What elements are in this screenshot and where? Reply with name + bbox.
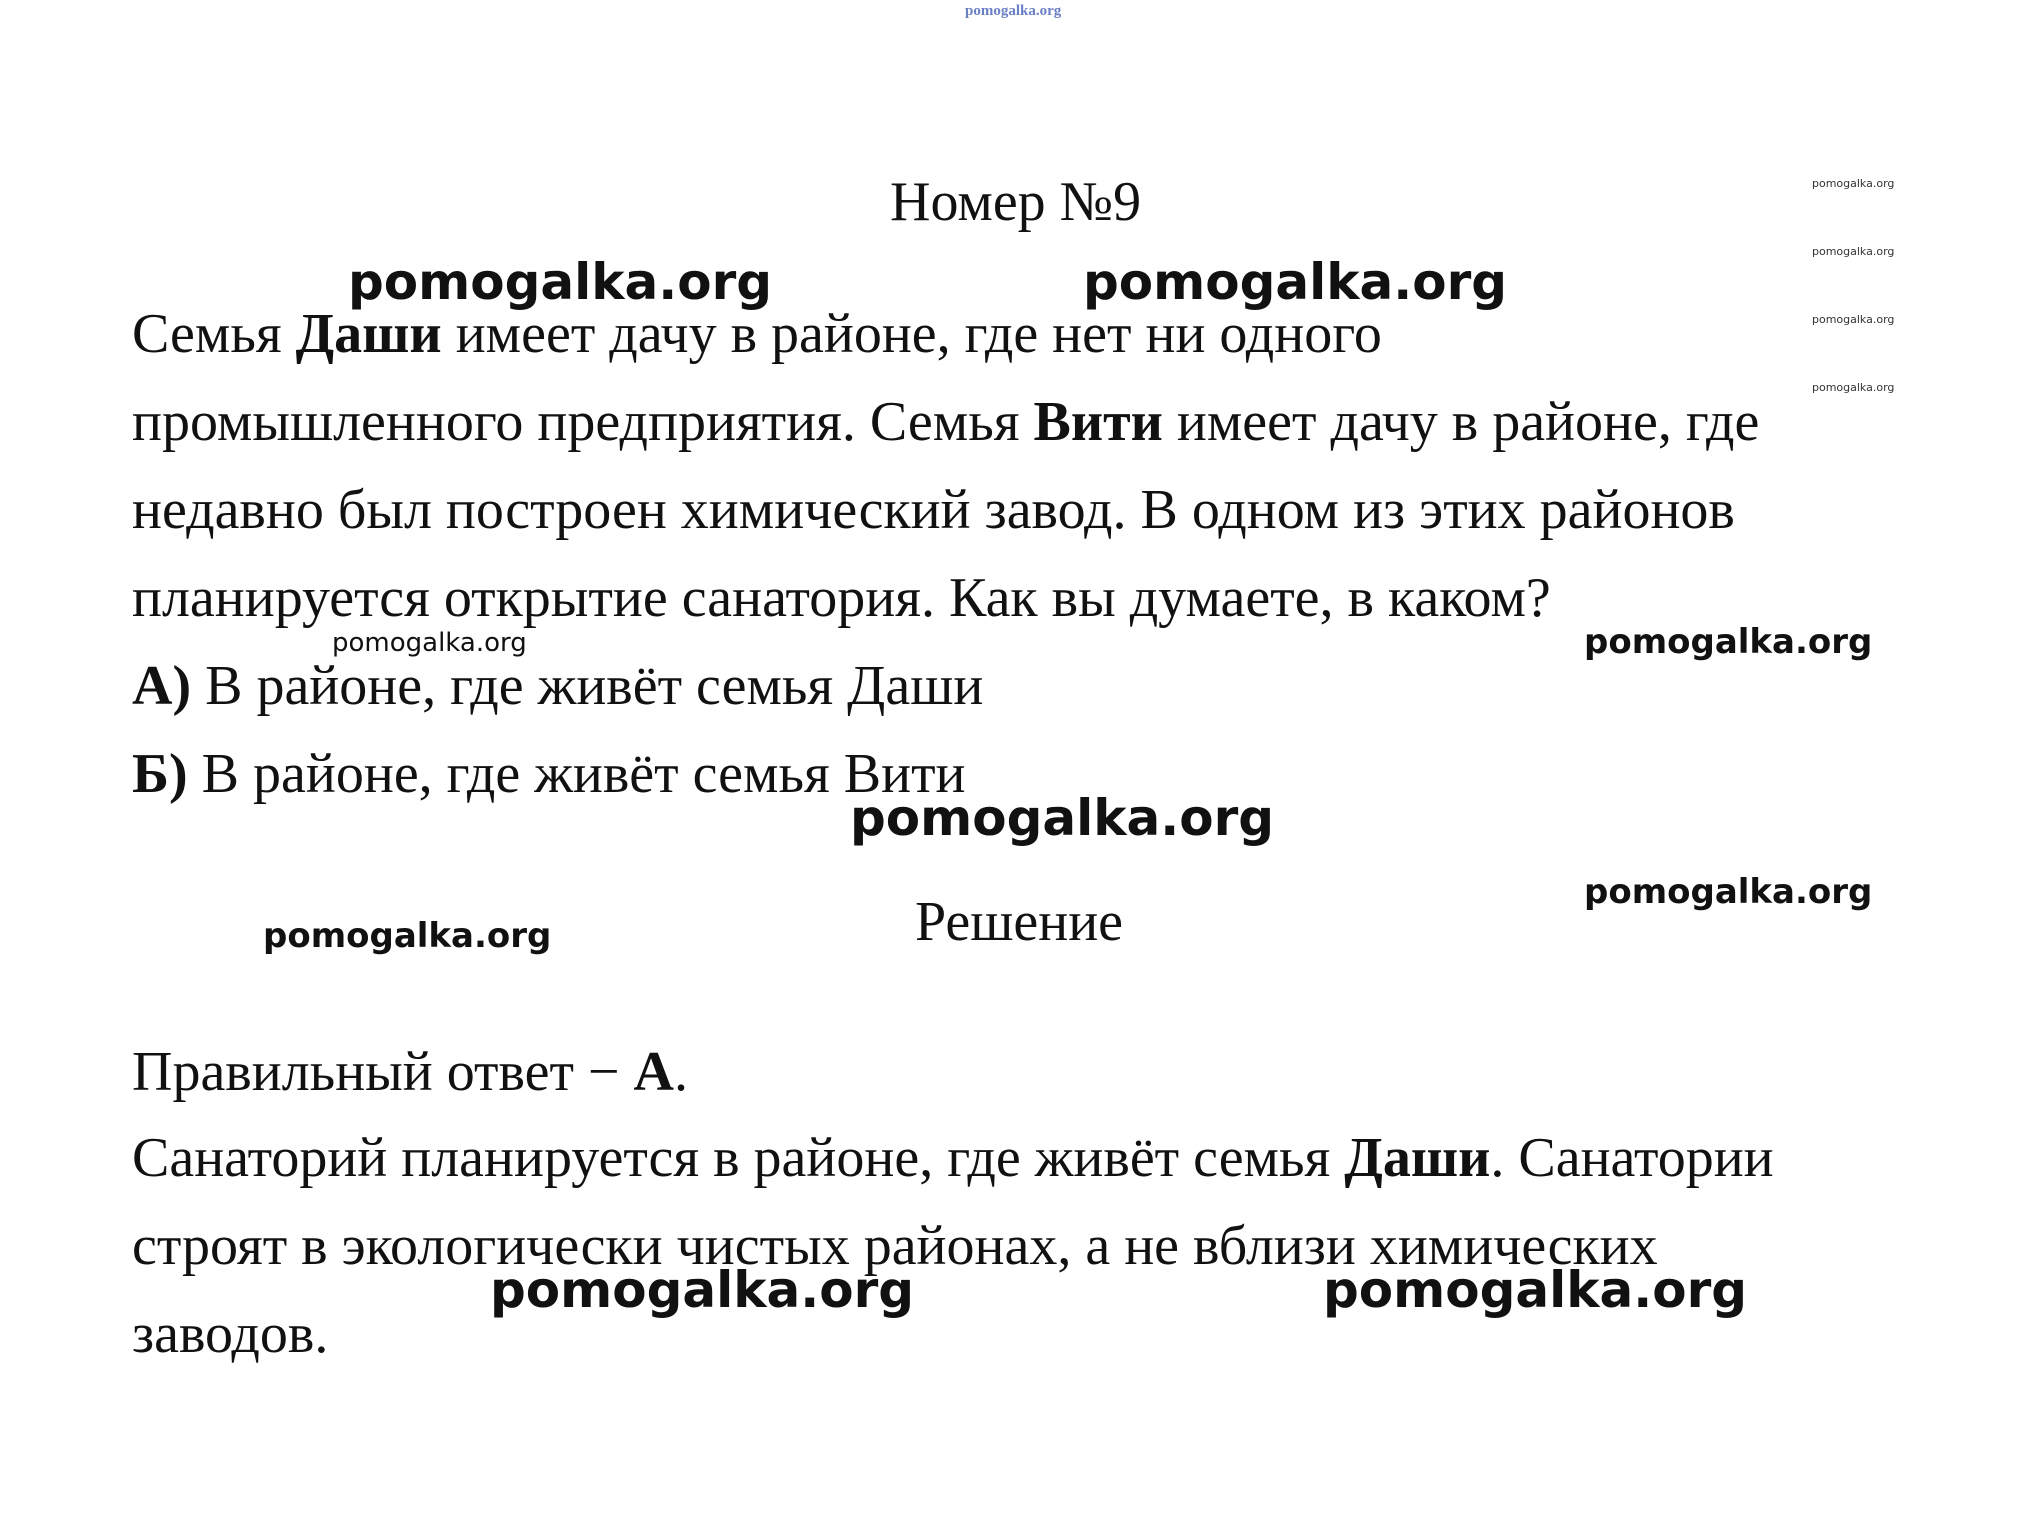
watermark: pomogalka.org: [1812, 177, 1895, 190]
page-title: Номер №9: [890, 171, 1142, 233]
watermark: pomogalka.org: [1812, 313, 1895, 326]
question-line-4: планируется открытие санатория. Как вы думаете, в каком?: [132, 567, 1551, 629]
explanation-line-1: Санаторий планируется в районе, где живёт семья Даши. Санатории: [132, 1127, 1774, 1189]
watermark: pomogalka.org: [263, 916, 552, 956]
explanation-line-2: строят в экологически чистых районах, а не вблизи химических: [132, 1215, 1658, 1277]
watermark: pomogalka.org: [1584, 622, 1873, 662]
watermark: pomogalka.org: [1083, 253, 1508, 311]
question-line-3: недавно был построен химический завод. В одном из этих районов: [132, 479, 1735, 541]
watermark: pomogalka.org: [490, 1261, 915, 1319]
answer-line: Правильный ответ − А.: [132, 1041, 688, 1103]
header-watermark: pomogalka.org: [965, 3, 1062, 19]
answer-letter: А: [633, 1041, 674, 1103]
watermark: pomogalka.org: [348, 253, 773, 311]
question-line-2: промышленного предприятия. Семья Вити имеет дачу в районе, где: [132, 391, 1760, 453]
watermark: pomogalka.org: [332, 628, 527, 658]
question-line-1: Семья Даши имеет дачу в районе, где нет ни одного: [132, 303, 1382, 365]
watermark: pomogalka.org: [1584, 872, 1873, 912]
option-b: Б) В районе, где живёт семья Вити: [132, 743, 966, 805]
solution-heading: Решение: [915, 891, 1124, 953]
option-a-letter: А): [132, 655, 192, 717]
watermark: pomogalka.org: [1812, 245, 1895, 258]
watermark: pomogalka.org: [850, 789, 1275, 847]
option-a: А) В районе, где живёт семья Даши: [132, 655, 984, 717]
name-dasha: Даши: [295, 303, 442, 365]
explanation-line-3: заводов.: [132, 1303, 329, 1365]
name-vitya: Вити: [1033, 391, 1163, 453]
option-b-letter: Б): [132, 743, 188, 805]
watermark: pomogalka.org: [1812, 381, 1895, 394]
watermark: pomogalka.org: [1323, 1261, 1748, 1319]
name-dasha-explanation: Даши: [1344, 1127, 1491, 1189]
